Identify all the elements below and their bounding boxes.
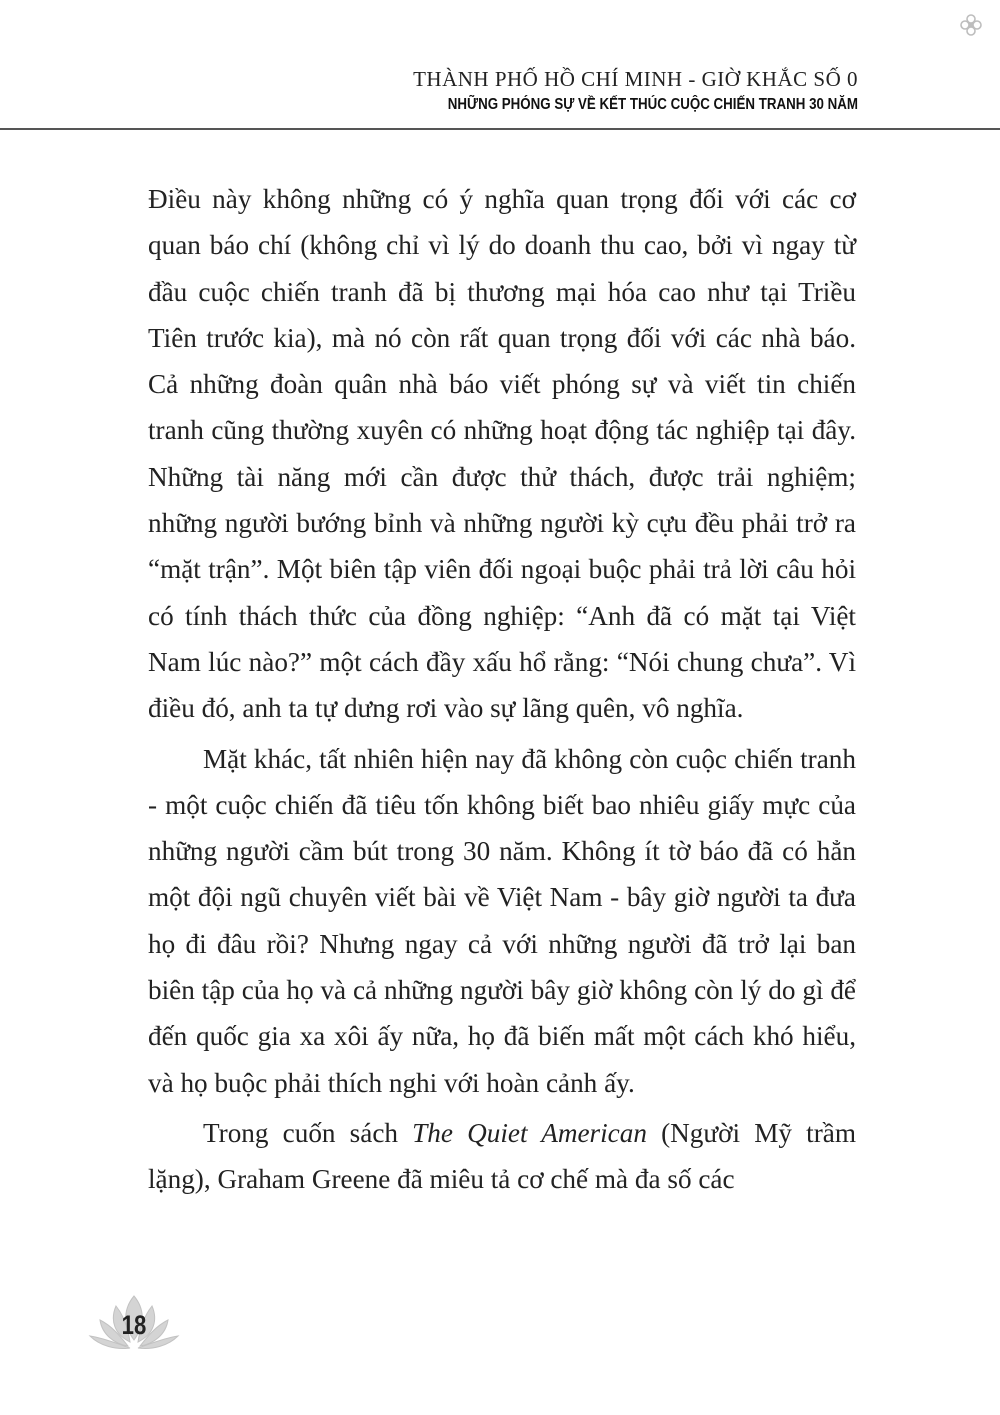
paragraph-text: (Người Mỹ trầm lặng), Graham Greene đã miêu tả cơ chế mà đa số các [148,1117,856,1195]
running-header [381,66,858,116]
paragraph: Mặt khác, tất nhiên hiện nay đã không còn cuộc chiến tranh - một cuộc chiến đã tiêu tốn không biết bao nhiêu giấy mực của những người cầm bút trong 30 năm. Không ít tờ báo đã có hẳn một đội ngũ chuyên viết bài về Việt Nam - bây giờ người ta đưa họ đi đâu rồi? Nhưng ngay cả với những người đã trở lại ban biên tập của họ và cả những người bây giờ không còn lý do gì để đến quốc gia xa xôi ấy nữa, họ đã biến mất một cách khó hiểu, và họ buộc phải thích nghi với hoàn cảnh ấy. [148,743,856,1098]
paragraph [148,1110,856,1203]
paragraph-text: Trong cuốn sách [203,1117,413,1148]
book-subtitle: NHỮNG PHÓNG SỰ VỀ KẾT THÚC CUỘC CHIẾN TRANH 30 NĂM [447,96,858,113]
flower-icon [958,12,984,38]
book-title-italic: The Quiet American [412,1117,647,1148]
header-divider [0,128,1000,130]
paragraph: Điều này không những có ý nghĩa quan trọng đối với các cơ quan báo chí (không chỉ vì lý do doanh thu cao, bởi vì ngay từ đầu cuộc chiến tranh đã bị thương mại hóa cao như tại Triều Tiên trước kia), mà nó còn rất quan trọng đối với các nhà báo. Cả những đoàn quân nhà báo viết phóng sự và viết tin chiến tranh cũng thường xuyên có những hoạt động tác nghiệp tại đây. Những tài năng mới cần được thử thách, được trải nghiệm; những người bướng bỉnh và những người kỳ cựu đều phải trở ra “mặt trận”. Một biên tập viên đối ngoại buộc phải trả lời câu hỏi có tính thách thức của đồng nghiệp: “Anh đã có mặt tại Việt Nam lúc nào?” một cách đầy xấu hổ rằng: “Nói chung chưa”. Vì điều đó, anh ta tự dưng rơi vào sự lãng quên, vô nghĩa. [148,184,856,724]
series-title: THÀNH PHỐ HỒ CHÍ MINH - GIỜ KHẮC SỐ 0 [413,67,858,91]
page-number: 18 [121,1310,147,1340]
page-folio [88,1290,180,1360]
body-text [148,176,856,1203]
